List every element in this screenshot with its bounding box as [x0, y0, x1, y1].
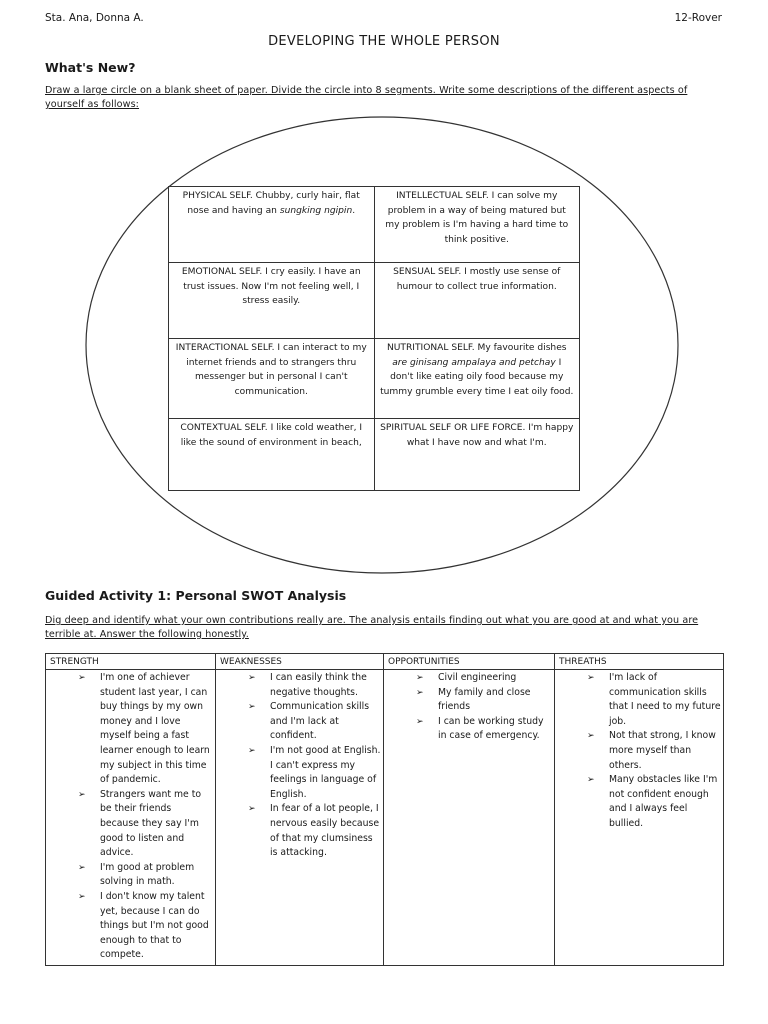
list-item: ➢ I'm one of achiever student last year, I can buy things by my own money and I love myself being a fast learner enough to learn my subject in this time of pandemic.	[78, 672, 210, 786]
swot-header-threats: THREATHS	[555, 654, 724, 670]
student-name: Sta. Ana, Donna A.	[45, 12, 144, 24]
swot-cell-threats	[555, 670, 724, 966]
whats-new-instructions-line1: Draw a large circle on a blank sheet of paper. Divide the circle into 8 segments. Write some descriptions of the different aspects of	[45, 85, 688, 96]
arrow-bullet-icon: ➢	[587, 775, 595, 786]
swot-header-weaknesses: WEAKNESSES	[216, 654, 384, 670]
whats-new-heading: What's New?	[45, 60, 136, 75]
arrow-bullet-icon: ➢	[416, 687, 424, 698]
swot-header-opportunities: OPPORTUNITIES	[384, 654, 555, 670]
arrow-bullet-icon: ➢	[78, 862, 86, 873]
swot-cell-opportunities	[384, 670, 555, 966]
swot-table	[45, 653, 724, 966]
arrow-bullet-icon: ➢	[248, 804, 256, 815]
arrow-bullet-icon: ➢	[78, 789, 86, 800]
aspect-interactional: INTERACTIONAL SELF. I can interact to my internet friends and to strangers thru messenger but in personal I can't communication.	[169, 339, 375, 419]
guided-activity-heading: Guided Activity 1: Personal SWOT Analysis	[45, 588, 347, 603]
guided-instructions-line1: Dig deep and identify what your own contributions really are. The analysis entails finding out what you are good at and what you are	[45, 615, 699, 626]
list-item: ➢ Civil engineering	[386, 671, 552, 686]
arrow-bullet-icon: ➢	[248, 702, 256, 713]
page-title: DEVELOPING THE WHOLE PERSON	[268, 34, 500, 49]
list-item: ➢ Strangers want me to be their friends because they say I'm good to listen and advice.	[78, 788, 202, 859]
arrow-bullet-icon: ➢	[248, 673, 256, 683]
list-item: ➢ I'm lack of communication skills that I need to my future job.	[587, 672, 721, 727]
aspect-contextual: CONTEXTUAL SELF. I like cold weather, I like the sound of environment in beach,	[169, 419, 375, 491]
arrow-bullet-icon: ➢	[587, 731, 595, 742]
arrow-bullet-icon: ➢	[587, 673, 595, 683]
list-item: ➢ I can be working study in case of emergency.	[416, 715, 544, 742]
list-item: ➢ I'm good at problem solving in math.	[78, 861, 195, 888]
list-item: ➢ My family and close friends	[416, 686, 531, 713]
list-item: ➢ I'm not good at English. I can't express my feelings in language of English.	[248, 744, 381, 800]
swot-cell-strength	[46, 670, 216, 966]
list-item: ➢ Many obstacles like I'm not confident enough and I always feel bullied.	[587, 774, 718, 829]
self-aspects-table	[168, 186, 580, 491]
aspect-sensual: SENSUAL SELF. I mostly use sense of humour to collect true information.	[374, 263, 580, 339]
swot-header-strength: STRENGTH	[46, 654, 216, 670]
whats-new-instructions-line2: yourself as follows:	[45, 99, 140, 110]
aspect-emotional: EMOTIONAL SELF. I cry easily. I have an trust issues. Now I'm not feeling well, I stress easily.	[169, 263, 375, 339]
list-item: ➢ In fear of a lot people, I nervous easily because of that my clumsiness is attacking.	[248, 803, 380, 859]
arrow-bullet-icon: ➢	[416, 716, 424, 727]
arrow-bullet-icon: ➢	[416, 673, 424, 683]
list-item: ➢ I can easily think the negative thoughts.	[248, 672, 367, 698]
aspect-spiritual: SPIRITUAL SELF OR LIFE FORCE. I'm happy what I have now and what I'm.	[374, 419, 580, 491]
arrow-bullet-icon: ➢	[248, 745, 256, 756]
list-item: ➢ I don't know my talent yet, because I can do things but I'm not good enough to that to compete.	[78, 890, 209, 961]
list-item: ➢ Not that strong, I know more myself than others.	[587, 730, 716, 771]
guided-instructions-line2: terrible at. Answer the following honestly.	[45, 629, 249, 640]
arrow-bullet-icon: ➢	[78, 673, 86, 683]
aspect-physical: PHYSICAL SELF. Chubby, curly hair, flat nose and having an sungking ngipin.	[169, 187, 375, 263]
student-section: 12-Rover	[674, 12, 722, 24]
arrow-bullet-icon: ➢	[78, 891, 86, 902]
swot-cell-weaknesses	[216, 670, 384, 966]
aspect-intellectual: INTELLECTUAL SELF. I can solve my problem in a way of being matured but my problem is I'm having a hard time to think positive.	[374, 187, 580, 263]
aspect-nutritional: NUTRITIONAL SELF. My favourite dishes are ginisang ampalaya and petchay I don't like eating oily food because my tummy grumble every time I eat oily food.	[374, 339, 580, 419]
list-item: ➢ Communication skills and I'm lack at confident.	[248, 701, 370, 742]
